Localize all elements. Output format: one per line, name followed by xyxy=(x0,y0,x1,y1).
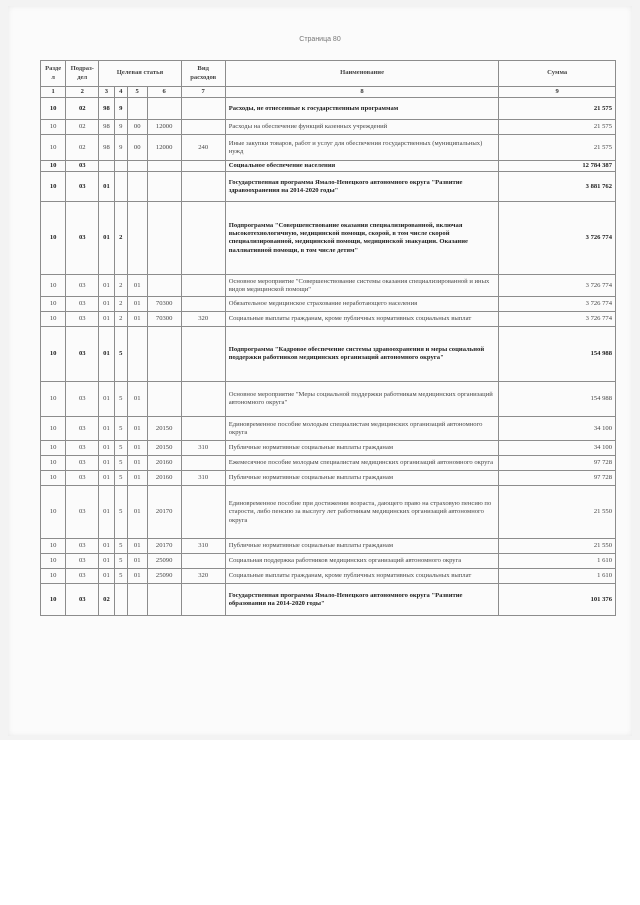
cell-naimenovanie: Социальные выплаты гражданам, кроме публичных нормативных социальных выплат xyxy=(225,569,499,584)
cell-direction: 12000 xyxy=(147,135,181,161)
cell-podrazdel: 03 xyxy=(66,456,99,471)
cell-naimenovanie: Подпрограмма "Совершенствование оказания специализированной, включая высокотехнологичную, медицинской помощи, скорой, в том числе скорой специализированной, медицинской помощи, медицинской эвакуации. Оказание паллиативной помощи, в том числе детям" xyxy=(225,202,499,275)
cell-program: 01 xyxy=(99,275,114,297)
cell-podrazdel: 03 xyxy=(66,382,99,417)
cell-razdel: 10 xyxy=(41,417,66,441)
cell-naimenovanie: Подпрограмма "Кадровое обеспечение системы здравоохранения и меры социальной поддержки работников медицинских организаций автономного округа" xyxy=(225,327,499,382)
cell-razdel: 10 xyxy=(41,539,66,554)
header-podrazdel: Подраз-дел xyxy=(66,61,99,87)
cell-razdel: 10 xyxy=(41,569,66,584)
cell-subprogram: 2 xyxy=(114,202,127,275)
cell-direction: 25090 xyxy=(147,554,181,569)
cell-program: 01 xyxy=(99,297,114,312)
table-row xyxy=(41,382,616,417)
header-razdel: Разде л xyxy=(41,61,66,87)
table-row xyxy=(41,539,616,554)
cell-direction xyxy=(147,172,181,202)
header-vid-rashodov: Вид расходов xyxy=(181,61,225,87)
cell-podrazdel: 03 xyxy=(66,486,99,539)
cell-podrazdel: 03 xyxy=(66,569,99,584)
cell-summa: 3 726 774 xyxy=(499,312,616,327)
cell-razdel: 10 xyxy=(41,312,66,327)
cell-subprogram: 2 xyxy=(114,312,127,327)
cell-direction xyxy=(147,382,181,417)
cell-subprogram: 5 xyxy=(114,486,127,539)
cell-program: 98 xyxy=(99,120,114,135)
cell-event: 01 xyxy=(127,382,147,417)
cell-naimenovanie: Социальные выплаты гражданам, кроме публичных нормативных социальных выплат xyxy=(225,312,499,327)
cell-podrazdel: 03 xyxy=(66,327,99,382)
cell-program: 01 xyxy=(99,312,114,327)
cell-direction xyxy=(147,327,181,382)
cell-summa: 12 784 387 xyxy=(499,161,616,172)
cell-razdel: 10 xyxy=(41,161,66,172)
table-row xyxy=(41,135,616,161)
cell-event: 01 xyxy=(127,554,147,569)
cell-subprogram: 9 xyxy=(114,120,127,135)
cell-program xyxy=(99,161,114,172)
table-row xyxy=(41,161,616,172)
cell-vid-rashodov xyxy=(181,297,225,312)
cell-direction: 25090 xyxy=(147,569,181,584)
cell-summa: 3 726 774 xyxy=(499,297,616,312)
cell-event xyxy=(127,98,147,120)
cell-direction xyxy=(147,202,181,275)
cell-event xyxy=(127,172,147,202)
cell-naimenovanie: Расходы на обеспечение функций казенных учреждений xyxy=(225,120,499,135)
cell-program: 01 xyxy=(99,327,114,382)
cell-direction xyxy=(147,275,181,297)
cell-event xyxy=(127,202,147,275)
cell-naimenovanie: Социальное обеспечение населения xyxy=(225,161,499,172)
cell-podrazdel: 03 xyxy=(66,554,99,569)
cell-direction: 70300 xyxy=(147,312,181,327)
cell-vid-rashodov xyxy=(181,161,225,172)
cell-podrazdel: 03 xyxy=(66,172,99,202)
cell-summa: 21 550 xyxy=(499,486,616,539)
cell-razdel: 10 xyxy=(41,456,66,471)
cell-vid-rashodov: 320 xyxy=(181,569,225,584)
cell-direction: 20170 xyxy=(147,539,181,554)
cell-podrazdel: 02 xyxy=(66,98,99,120)
cell-naimenovanie: Обязательное медицинское страхование неработающего населения xyxy=(225,297,499,312)
cell-subprogram: 9 xyxy=(114,98,127,120)
cell-podrazdel: 03 xyxy=(66,275,99,297)
cell-podrazdel: 03 xyxy=(66,297,99,312)
cell-summa: 34 100 xyxy=(499,441,616,456)
cell-event: 01 xyxy=(127,441,147,456)
cell-event: 01 xyxy=(127,275,147,297)
col-number: 6 xyxy=(147,87,181,98)
cell-event: 01 xyxy=(127,456,147,471)
cell-razdel: 10 xyxy=(41,172,66,202)
cell-summa: 101 376 xyxy=(499,584,616,616)
cell-podrazdel: 03 xyxy=(66,539,99,554)
cell-program: 01 xyxy=(99,172,114,202)
cell-summa: 154 988 xyxy=(499,382,616,417)
cell-razdel: 10 xyxy=(41,327,66,382)
cell-vid-rashodov xyxy=(181,486,225,539)
cell-program: 01 xyxy=(99,554,114,569)
table-row xyxy=(41,98,616,120)
cell-summa: 1 610 xyxy=(499,554,616,569)
cell-vid-rashodov: 310 xyxy=(181,471,225,486)
budget-table xyxy=(40,60,616,616)
col-number: 2 xyxy=(66,87,99,98)
cell-podrazdel: 03 xyxy=(66,471,99,486)
cell-razdel: 10 xyxy=(41,275,66,297)
cell-razdel: 10 xyxy=(41,486,66,539)
cell-program: 01 xyxy=(99,486,114,539)
cell-event: 01 xyxy=(127,486,147,539)
cell-razdel: 10 xyxy=(41,382,66,417)
cell-summa: 21 550 xyxy=(499,539,616,554)
cell-direction: 12000 xyxy=(147,120,181,135)
cell-vid-rashodov xyxy=(181,417,225,441)
cell-podrazdel: 03 xyxy=(66,441,99,456)
cell-subprogram: 5 xyxy=(114,382,127,417)
cell-razdel: 10 xyxy=(41,120,66,135)
cell-subprogram: 9 xyxy=(114,135,127,161)
col-number: 4 xyxy=(114,87,127,98)
cell-naimenovanie: Единовременное пособие молодым специалистам медицинских организаций автономного округа xyxy=(225,417,499,441)
cell-razdel: 10 xyxy=(41,441,66,456)
cell-program: 98 xyxy=(99,135,114,161)
cell-direction xyxy=(147,584,181,616)
cell-subprogram: 5 xyxy=(114,471,127,486)
table-row xyxy=(41,312,616,327)
cell-naimenovanie: Иные закупки товаров, работ и услуг для обеспечения государственных (муниципальных) нужд xyxy=(225,135,499,161)
cell-direction: 70300 xyxy=(147,297,181,312)
cell-summa: 1 610 xyxy=(499,569,616,584)
cell-subprogram: 5 xyxy=(114,539,127,554)
cell-vid-rashodov xyxy=(181,456,225,471)
table-row xyxy=(41,456,616,471)
header-summa: Сумма xyxy=(499,61,616,87)
cell-naimenovanie: Государственная программа Ямало-Ненецкого автономного округа "Развитие образования на 2014-2020 годы" xyxy=(225,584,499,616)
table-row xyxy=(41,417,616,441)
table-row xyxy=(41,554,616,569)
cell-direction: 20150 xyxy=(147,417,181,441)
cell-podrazdel: 03 xyxy=(66,312,99,327)
header-celevaya-statya: Целевая статья xyxy=(99,61,181,87)
cell-program: 01 xyxy=(99,417,114,441)
cell-summa: 3 726 774 xyxy=(499,202,616,275)
table-row xyxy=(41,297,616,312)
cell-subprogram: 5 xyxy=(114,569,127,584)
cell-vid-rashodov xyxy=(181,327,225,382)
cell-podrazdel: 02 xyxy=(66,120,99,135)
cell-direction xyxy=(147,98,181,120)
table-row xyxy=(41,584,616,616)
cell-vid-rashodov: 320 xyxy=(181,312,225,327)
cell-razdel: 10 xyxy=(41,584,66,616)
table-row xyxy=(41,486,616,539)
table-row xyxy=(41,172,616,202)
cell-event: 01 xyxy=(127,471,147,486)
cell-event: 00 xyxy=(127,120,147,135)
cell-podrazdel: 03 xyxy=(66,417,99,441)
table-row xyxy=(41,569,616,584)
cell-naimenovanie: Государственная программа Ямало-Ненецкого автономного округа "Развитие здравоохранения на 2014-2020 годы" xyxy=(225,172,499,202)
table-row xyxy=(41,327,616,382)
cell-summa: 97 728 xyxy=(499,456,616,471)
cell-direction: 20170 xyxy=(147,486,181,539)
cell-naimenovanie: Основное мероприятие "Совершенствование системы оказания специализированной и иных видов медицинской помощи" xyxy=(225,275,499,297)
cell-subprogram: 2 xyxy=(114,275,127,297)
cell-program: 01 xyxy=(99,539,114,554)
cell-razdel: 10 xyxy=(41,471,66,486)
cell-event xyxy=(127,327,147,382)
cell-event xyxy=(127,161,147,172)
cell-vid-rashodov: 240 xyxy=(181,135,225,161)
table-row xyxy=(41,120,616,135)
col-number: 5 xyxy=(127,87,147,98)
col-number: 9 xyxy=(499,87,616,98)
cell-subprogram xyxy=(114,584,127,616)
cell-subprogram xyxy=(114,161,127,172)
cell-naimenovanie: Расходы, не отнесенные к государственным программам xyxy=(225,98,499,120)
cell-subprogram: 2 xyxy=(114,297,127,312)
cell-naimenovanie: Публичные нормативные социальные выплаты гражданам xyxy=(225,441,499,456)
cell-vid-rashodov: 310 xyxy=(181,539,225,554)
cell-naimenovanie: Публичные нормативные социальные выплаты гражданам xyxy=(225,539,499,554)
cell-program: 02 xyxy=(99,584,114,616)
cell-subprogram: 5 xyxy=(114,327,127,382)
header-row xyxy=(41,61,616,87)
cell-razdel: 10 xyxy=(41,135,66,161)
cell-vid-rashodov xyxy=(181,275,225,297)
cell-subprogram: 5 xyxy=(114,441,127,456)
cell-event: 01 xyxy=(127,297,147,312)
header-naimenovanie: Наименование xyxy=(225,61,499,87)
cell-subprogram xyxy=(114,172,127,202)
cell-vid-rashodov xyxy=(181,584,225,616)
table-row xyxy=(41,202,616,275)
cell-event: 00 xyxy=(127,135,147,161)
cell-program: 01 xyxy=(99,569,114,584)
cell-summa: 3 726 774 xyxy=(499,275,616,297)
table-row xyxy=(41,441,616,456)
col-number: 8 xyxy=(225,87,499,98)
cell-naimenovanie: Социальная поддержка работников медицинских организаций автономного округа xyxy=(225,554,499,569)
cell-summa: 3 881 762 xyxy=(499,172,616,202)
table-row xyxy=(41,471,616,486)
cell-direction: 20150 xyxy=(147,441,181,456)
cell-vid-rashodov xyxy=(181,202,225,275)
cell-summa: 154 988 xyxy=(499,327,616,382)
cell-subprogram: 5 xyxy=(114,417,127,441)
cell-event: 01 xyxy=(127,312,147,327)
cell-razdel: 10 xyxy=(41,297,66,312)
cell-summa: 21 575 xyxy=(499,98,616,120)
cell-podrazdel: 03 xyxy=(66,202,99,275)
cell-event: 01 xyxy=(127,539,147,554)
cell-program: 01 xyxy=(99,471,114,486)
cell-summa: 97 728 xyxy=(499,471,616,486)
cell-naimenovanie: Основное мероприятие "Меры социальной поддержки работникам медицинских организаций автономного округа" xyxy=(225,382,499,417)
col-number: 1 xyxy=(41,87,66,98)
cell-podrazdel: 03 xyxy=(66,584,99,616)
cell-event: 01 xyxy=(127,417,147,441)
cell-subprogram: 5 xyxy=(114,554,127,569)
cell-event xyxy=(127,584,147,616)
cell-vid-rashodov xyxy=(181,554,225,569)
cell-razdel: 10 xyxy=(41,98,66,120)
cell-direction: 20160 xyxy=(147,456,181,471)
col-number: 3 xyxy=(99,87,114,98)
cell-subprogram: 5 xyxy=(114,456,127,471)
cell-naimenovanie: Публичные нормативные социальные выплаты гражданам xyxy=(225,471,499,486)
cell-event: 01 xyxy=(127,569,147,584)
cell-direction: 20160 xyxy=(147,471,181,486)
cell-naimenovanie: Единовременное пособие при достижении возраста, дающего право на страховую пенсию по старости, либо пенсию за выслугу лет работникам медицинских организаций автономного округа xyxy=(225,486,499,539)
cell-summa: 21 575 xyxy=(499,135,616,161)
column-number-row xyxy=(41,87,616,98)
cell-podrazdel: 03 xyxy=(66,161,99,172)
cell-razdel: 10 xyxy=(41,202,66,275)
cell-summa: 21 575 xyxy=(499,120,616,135)
col-number: 7 xyxy=(181,87,225,98)
cell-podrazdel: 02 xyxy=(66,135,99,161)
cell-direction xyxy=(147,161,181,172)
cell-razdel: 10 xyxy=(41,554,66,569)
table-row xyxy=(41,275,616,297)
cell-vid-rashodov xyxy=(181,382,225,417)
cell-vid-rashodov: 310 xyxy=(181,441,225,456)
cell-program: 01 xyxy=(99,202,114,275)
page-number: Страница 80 xyxy=(299,36,341,43)
cell-naimenovanie: Ежемесячное пособие молодым специалистам медицинских организаций автономного округа xyxy=(225,456,499,471)
cell-program: 01 xyxy=(99,382,114,417)
cell-program: 01 xyxy=(99,456,114,471)
cell-program: 01 xyxy=(99,441,114,456)
cell-vid-rashodov xyxy=(181,172,225,202)
cell-summa: 34 100 xyxy=(499,417,616,441)
cell-vid-rashodov xyxy=(181,120,225,135)
cell-vid-rashodov xyxy=(181,98,225,120)
cell-program: 98 xyxy=(99,98,114,120)
